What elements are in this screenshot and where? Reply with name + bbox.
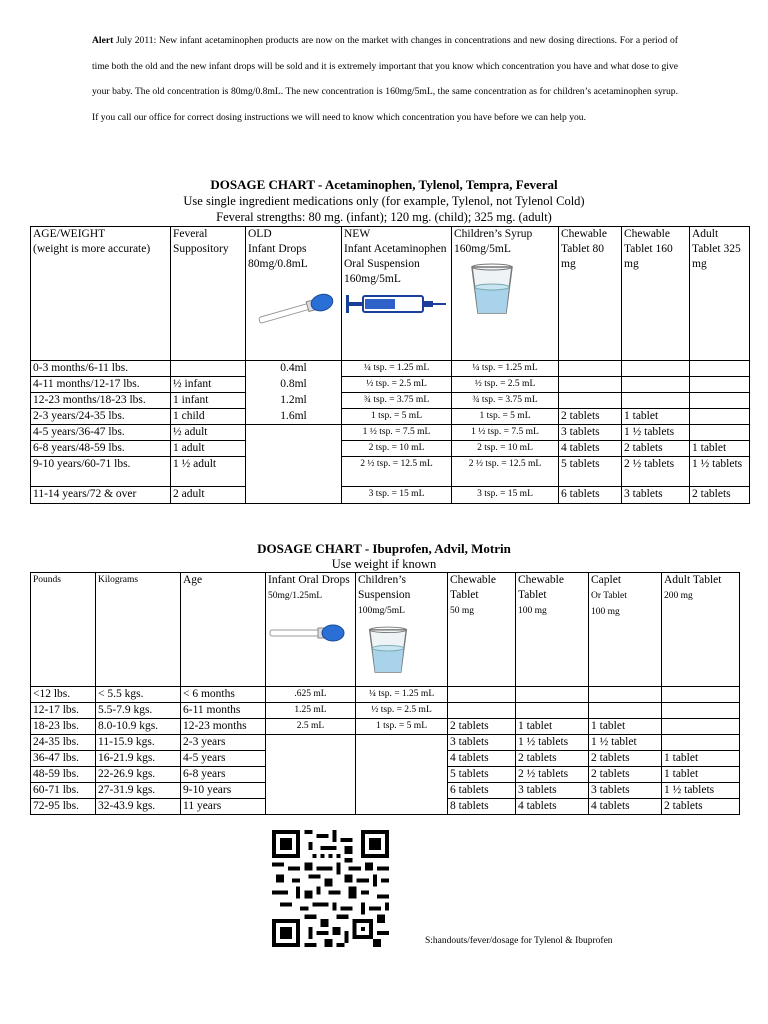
header-chewable-100: Chewable Tablet 100 mg (516, 573, 589, 687)
table-cell: 4-11 months/12-17 lbs. (31, 377, 171, 393)
header-caplet: Caplet Or Tablet 100 mg (589, 573, 662, 687)
medicine-cup-icon (366, 623, 410, 677)
table-cell: 1 ½ tablet (589, 735, 662, 751)
table-cell: 1 ½ tablets (622, 425, 690, 441)
alert-text: July 2011: New infant acetaminophen products are now on the market with changes in concentrations and new dosing directions. For a period of time both the old and the new infant drops will be sold and it is extremely important that you know which concentration you have and what dose to give your baby. The old concentration is 80mg/0.8mL. The new concentration is 160mg/5mL, the same concentration as for children’s acetaminophen syrup. If you call our office for correct dosing instructions we will need to know which concentration you have before we can help you. (92, 35, 678, 123)
table-cell: 1 ½ tablets (516, 735, 589, 751)
table-cell: 1 ½ tablets (690, 457, 750, 487)
table-cell: ½ adult (171, 425, 246, 441)
table-cell: 1 child (171, 409, 246, 425)
table-cell: 3 tsp. = 15 mL (342, 487, 452, 504)
table-cell (622, 361, 690, 377)
table-cell: ¼ tsp. = 1.25 mL (452, 361, 559, 377)
table-row (31, 441, 750, 457)
table-cell: 2 tablets (448, 719, 516, 735)
syringe-icon (344, 291, 448, 317)
table-cell: 4 tablets (448, 751, 516, 767)
table-cell: 2 adult (171, 487, 246, 504)
table-cell: 12-23 months/18-23 lbs. (31, 393, 171, 409)
acetaminophen-header-row (31, 227, 750, 361)
table-cell: 18-23 lbs. (31, 719, 96, 735)
table-cell (266, 783, 356, 799)
table-cell (266, 735, 356, 751)
table-row (31, 719, 740, 735)
table-cell: 3 tablets (589, 783, 662, 799)
table-cell: < 6 months (181, 687, 266, 703)
table-cell (690, 409, 750, 425)
table-cell: 72-95 lbs. (31, 799, 96, 815)
table-cell: 5 tablets (448, 767, 516, 783)
table-cell: 3 tablets (448, 735, 516, 751)
qr-code-icon (272, 830, 389, 947)
table-row (31, 735, 740, 751)
ibuprofen-table (30, 572, 740, 815)
acetaminophen-subtitle-1: Use single ingredient medications only (for example, Tylenol, not Tylenol Cold) (183, 194, 585, 208)
table-cell (662, 703, 740, 719)
table-cell: 0-3 months/6-11 lbs. (31, 361, 171, 377)
table-cell: 1 ½ tablets (662, 783, 740, 799)
table-cell: 3 tablets (516, 783, 589, 799)
table-cell: 1 tablet (516, 719, 589, 735)
table-cell (559, 393, 622, 409)
table-cell (662, 687, 740, 703)
table-cell: 27-31.9 kgs. (96, 783, 181, 799)
header-adult-tablet: Adult Tablet 200 mg (662, 573, 740, 687)
table-cell: 2 tsp. = 10 mL (452, 441, 559, 457)
table-cell: ¾ tsp. = 3.75 mL (452, 393, 559, 409)
table-cell: 60-71 lbs. (31, 783, 96, 799)
table-cell: 11 years (181, 799, 266, 815)
header-feveral: Feveral Suppository (171, 227, 246, 361)
table-cell: ¾ tsp. = 3.75 mL (342, 393, 452, 409)
acetaminophen-subtitle-2: Feveral strengths: 80 mg. (infant); 120 mg. (child); 325 mg. (adult) (216, 210, 552, 224)
table-cell (622, 377, 690, 393)
table-row (31, 687, 740, 703)
table-cell: 1 tablet (690, 441, 750, 457)
header-age-weight: AGE/WEIGHT (weight is more accurate) (31, 227, 171, 361)
table-cell: 8.0-10.9 kgs. (96, 719, 181, 735)
table-cell: 0.4ml (246, 361, 342, 377)
header-childrens-syrup: Children’s Syrup 160mg/5mL (452, 227, 559, 361)
table-row (31, 703, 740, 719)
table-cell: 6-8 years/48-59 lbs. (31, 441, 171, 457)
header-chewable-160: Chewable Tablet 160 mg (622, 227, 690, 361)
table-cell: < 5.5 kgs. (96, 687, 181, 703)
table-cell: 1 tsp. = 5 mL (452, 409, 559, 425)
table-cell: 5.5-7.9 kgs. (96, 703, 181, 719)
table-cell (266, 767, 356, 783)
table-cell: 1 adult (171, 441, 246, 457)
header-chewable-80: Chewable Tablet 80 mg (559, 227, 622, 361)
table-cell: ½ tsp. = 2.5 mL (342, 377, 452, 393)
table-cell (690, 377, 750, 393)
table-cell: 3 tablets (559, 425, 622, 441)
table-cell (246, 425, 342, 441)
table-cell: 9-10 years (181, 783, 266, 799)
table-cell: 5 tablets (559, 457, 622, 487)
table-row (31, 487, 750, 504)
table-cell: ½ tsp. = 2.5 mL (356, 703, 448, 719)
table-cell: 2 tablets (559, 409, 622, 425)
header-kilograms: Kilograms (96, 573, 181, 687)
table-cell: 12-17 lbs. (31, 703, 96, 719)
acetaminophen-title: DOSAGE CHART - Acetaminophen, Tylenol, Tempra, Feveral (210, 177, 558, 192)
table-cell: ½ infant (171, 377, 246, 393)
table-cell: 1 tablet (662, 767, 740, 783)
medicine-cup-icon (468, 261, 516, 317)
table-cell: 4-5 years (181, 751, 266, 767)
acetaminophen-table (30, 226, 750, 504)
table-row (31, 361, 750, 377)
table-cell: ¼ tsp. = 1.25 mL (356, 687, 448, 703)
table-row (31, 377, 750, 393)
alert-label: Alert (92, 35, 114, 46)
table-cell: 1.25 mL (266, 703, 356, 719)
table-cell: 2 tablets (589, 751, 662, 767)
table-row (31, 393, 750, 409)
header-infant-drops: Infant Oral Drops 50mg/1.25mL (266, 573, 356, 687)
table-cell: 24-35 lbs. (31, 735, 96, 751)
ibuprofen-subtitle: Use weight if known (331, 557, 437, 571)
table-cell (356, 767, 448, 783)
table-cell: 3 tablets (622, 487, 690, 504)
table-cell: 1 ½ tsp. = 7.5 mL (452, 425, 559, 441)
table-cell (622, 393, 690, 409)
table-cell: 2 tablets (589, 767, 662, 783)
table-row (31, 425, 750, 441)
table-cell (690, 425, 750, 441)
table-cell: .625 mL (266, 687, 356, 703)
header-pounds: Pounds (31, 573, 96, 687)
table-cell: 1 infant (171, 393, 246, 409)
table-cell: ¼ tsp. = 1.25 mL (342, 361, 452, 377)
table-cell: 8 tablets (448, 799, 516, 815)
table-cell: 2 tablets (516, 751, 589, 767)
table-cell: 32-43.9 kgs. (96, 799, 181, 815)
table-cell: 4 tablets (589, 799, 662, 815)
ibuprofen-header-row (31, 573, 740, 687)
table-cell (171, 361, 246, 377)
table-cell (559, 361, 622, 377)
alert-paragraph (92, 28, 678, 130)
table-cell: 11-15.9 kgs. (96, 735, 181, 751)
footer-path: S:handouts/fever/dosage for Tylenol & Ibuprofen (425, 936, 613, 946)
table-cell (246, 457, 342, 487)
table-cell: 6 tablets (559, 487, 622, 504)
table-cell: 22-26.9 kgs. (96, 767, 181, 783)
table-cell: 2 ½ tablets (622, 457, 690, 487)
table-cell (448, 703, 516, 719)
table-cell: 12-23 months (181, 719, 266, 735)
table-cell: 2 tablets (662, 799, 740, 815)
table-cell: 1 ½ tsp. = 7.5 mL (342, 425, 452, 441)
table-cell (356, 783, 448, 799)
table-cell (246, 441, 342, 457)
table-row (31, 767, 740, 783)
ibuprofen-title: DOSAGE CHART - Ibuprofen, Advil, Motrin (257, 541, 511, 556)
table-cell: 2-3 years/24-35 lbs. (31, 409, 171, 425)
header-childrens-suspension: Children’s Suspension 100mg/5mL (356, 573, 448, 687)
table-cell: 0.8ml (246, 377, 342, 393)
table-cell: 3 tsp. = 15 mL (452, 487, 559, 504)
table-cell: 4-5 years/36-47 lbs. (31, 425, 171, 441)
table-cell: 16-21.9 kgs. (96, 751, 181, 767)
table-cell: 2 tablets (622, 441, 690, 457)
table-cell: 6-11 months (181, 703, 266, 719)
table-cell: <12 lbs. (31, 687, 96, 703)
table-cell: 2.5 mL (266, 719, 356, 735)
table-cell (266, 751, 356, 767)
table-cell: 6-8 years (181, 767, 266, 783)
table-cell (662, 719, 740, 735)
table-cell: 2 tablets (690, 487, 750, 504)
table-cell (559, 377, 622, 393)
table-cell (589, 703, 662, 719)
table-cell (356, 735, 448, 751)
table-cell: 2 ½ tsp. = 12.5 mL (342, 457, 452, 487)
header-chewable-50: Chewable Tablet 50 mg (448, 573, 516, 687)
table-cell: ½ tsp. = 2.5 mL (452, 377, 559, 393)
table-cell (266, 799, 356, 815)
table-cell: 2 ½ tsp. = 12.5 mL (452, 457, 559, 487)
table-cell (516, 703, 589, 719)
table-row (31, 799, 740, 815)
table-cell: 1 tablet (662, 751, 740, 767)
table-cell: 6 tablets (448, 783, 516, 799)
table-cell: 2 tsp. = 10 mL (342, 441, 452, 457)
table-cell (690, 393, 750, 409)
table-cell: 48-59 lbs. (31, 767, 96, 783)
dropper-icon (268, 618, 348, 648)
table-cell: 1.2ml (246, 393, 342, 409)
table-cell (690, 361, 750, 377)
table-cell: 1 tablet (622, 409, 690, 425)
header-new-infant-suspension: NEW Infant Acetaminophen Oral Suspension 160mg/5mL (342, 227, 452, 361)
table-row (31, 457, 750, 487)
table-cell: 36-47 lbs. (31, 751, 96, 767)
table-row (31, 751, 740, 767)
table-cell: 1 tsp. = 5 mL (356, 719, 448, 735)
table-cell: 1 tablet (589, 719, 662, 735)
table-row (31, 409, 750, 425)
table-cell: 2-3 years (181, 735, 266, 751)
table-cell (448, 687, 516, 703)
table-cell (589, 687, 662, 703)
table-cell (246, 487, 342, 504)
table-cell (356, 799, 448, 815)
table-cell: 9-10 years/60-71 lbs. (31, 457, 171, 487)
table-cell: 11-14 years/72 & over (31, 487, 171, 504)
table-cell: 1 tsp. = 5 mL (342, 409, 452, 425)
table-cell (516, 687, 589, 703)
table-cell (662, 735, 740, 751)
table-cell: 1 ½ adult (171, 457, 246, 487)
header-age: Age (181, 573, 266, 687)
table-cell (356, 751, 448, 767)
table-cell: 2 ½ tablets (516, 767, 589, 783)
table-row (31, 783, 740, 799)
dropper-icon (256, 290, 336, 330)
header-adult-tablet: Adult Tablet 325 mg (690, 227, 750, 361)
table-cell: 1.6ml (246, 409, 342, 425)
table-cell: 4 tablets (559, 441, 622, 457)
header-old-infant-drops: OLD Infant Drops 80mg/0.8mL (246, 227, 342, 361)
table-cell: 4 tablets (516, 799, 589, 815)
